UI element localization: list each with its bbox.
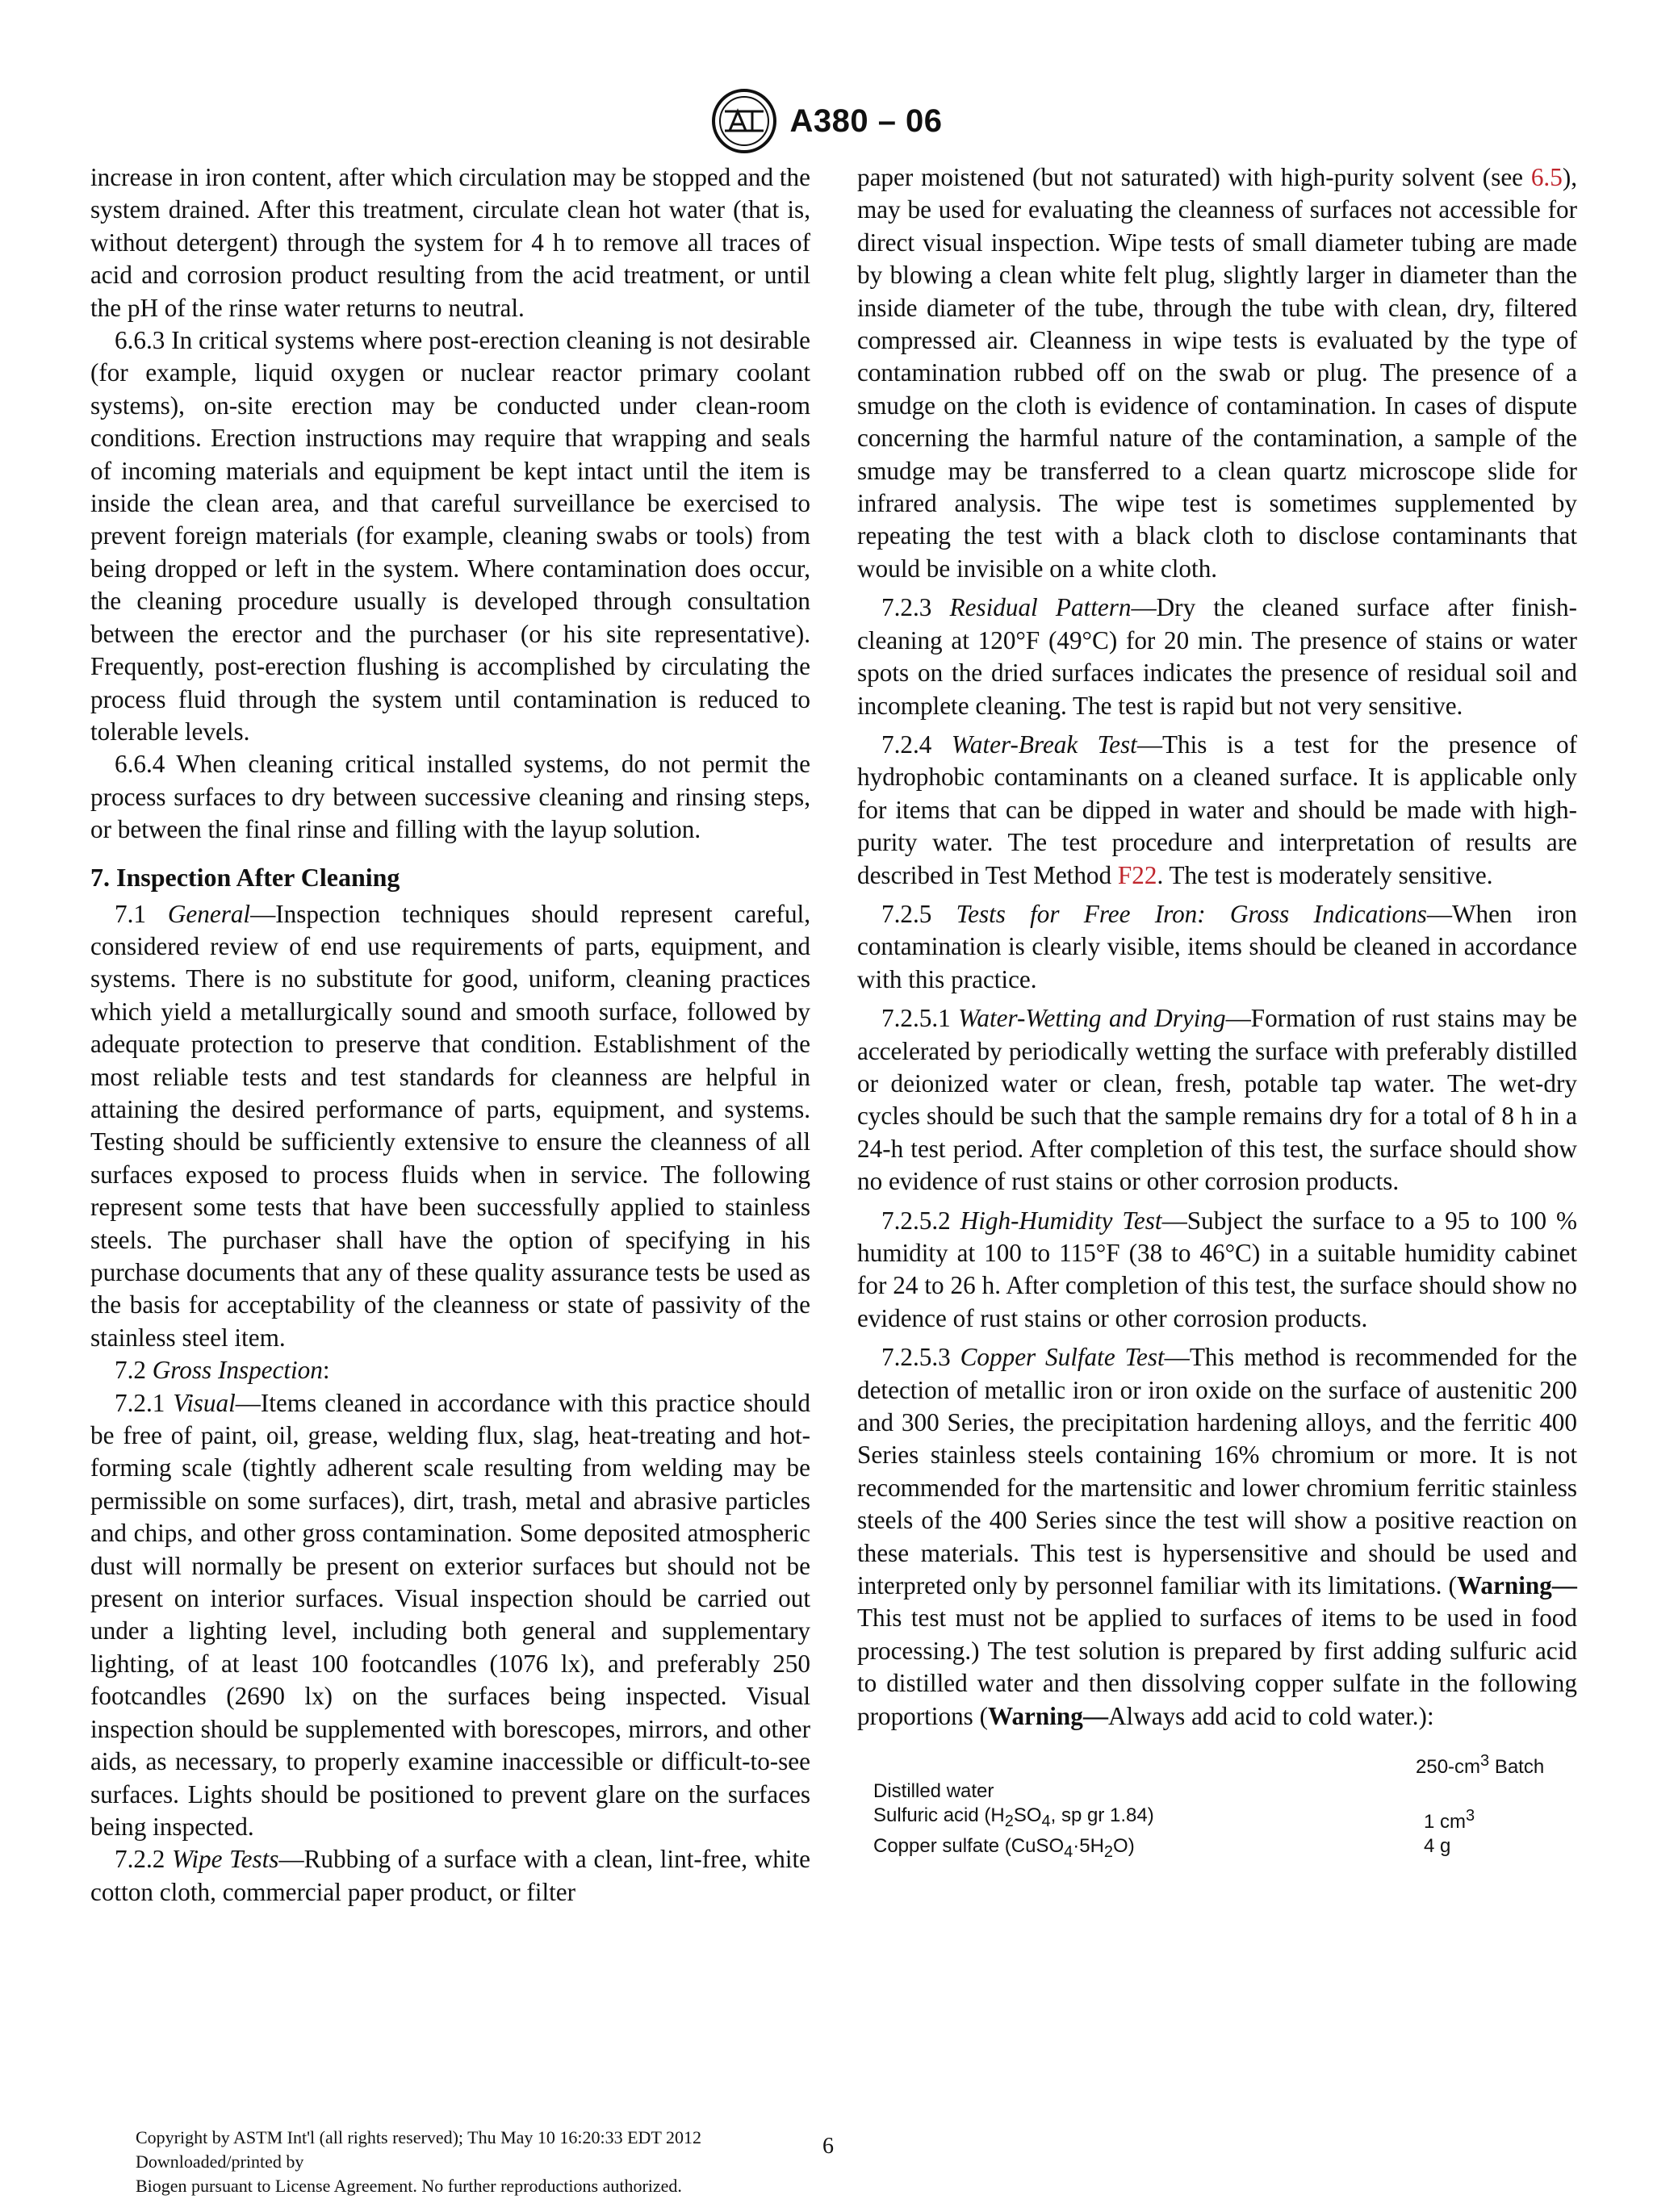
section-text: —Formation of rust stains may be accelerated by periodically wetting the surface with preferably distilled or deionized water or clean, fresh, potable tap water. The wet-dry cycles should be such that the sample remains dry for a total of 8 h in a 24-h test period. After completion of this test, the surface should show no evidence of rust stains or other corrosion products. (857, 1004, 1578, 1196)
table-cell-value: 1 $cm^3$ (1424, 1807, 1475, 1834)
paragraph-6-6-3: 6.6.3 In critical systems where post-erection cleaning is not desirable (for example, liquid oxygen or nuclear reactor primary coolant systems), on-site erection may be conducted under clean-room conditions. Erection instructions may require that wrapping and seals of incoming materials and equipment be kept intact until the item is inside the clean area, and that careful surveillance be exercised to prevent foreign materials (for example, cleaning swabs or tools) from being dropped or left in the system. Where contamination does occur, the cleaning procedure usually is developed through consultation between the erector and the purchaser (or his site representative). Frequently, post-erection flushing is accomplished by circulating the process fluid through the system until contamination is reduced to tolerable levels. (90, 326, 810, 746)
footer-line: Copyright by ASTM Int'l (all rights reserved); Thu May 10 16:20:33 EDT 2012 (136, 2127, 701, 2147)
paragraph-7-2-3 (857, 592, 1577, 722)
left-column (90, 161, 810, 1909)
section-number: 7.2.5 (881, 899, 932, 928)
batch-header: $250-cm^3$ Batch (1416, 1752, 1545, 1779)
section-text: —Subject the surface to a 95 to 100 % humidity at 100 to 115°F (38 to 46°C) in a suitable humidity cabinet for 24 to 26 h. After completion of this test, the surface should show no evidence of rust stains or other corrosion products. (857, 1206, 1577, 1332)
paragraph-7-2-5 (857, 898, 1577, 996)
paragraph-7-2-5-3 (857, 1341, 1577, 1733)
text-run: paper moistened (but not saturated) with high-purity solvent (see (857, 163, 1531, 191)
table-row (857, 1804, 1577, 1834)
table-cell-name: Copper sulfate $(CuSO_4\cdot 5H_2O)$ (873, 1835, 1135, 1861)
footer-line: Biogen pursuant to License Agreement. No further reproductions authorized. (136, 2176, 682, 2196)
section-title: High-Humidity Test (960, 1206, 1162, 1235)
section-text: —Dry the cleaned surface after finish-cleaning at 120°F (49°C) for 20 min. The presence of stains or water spots on the dried surfaces indicates the presence of residual soil and incomplete cleaning. The test is rapid but not very sensitive. (857, 593, 1578, 720)
section-title: Gross Inspection (152, 1356, 323, 1385)
section-text: This test must not be applied to surfaces of items to be used in food processing.) The test solution is prepared by first adding sulfuric acid to distilled water and then dissolving copper sulfate in the following proportions ( (857, 1604, 1577, 1730)
section-heading: 7. Inspection After Cleaning (90, 862, 400, 892)
section-number: 7.2.2 (115, 1845, 165, 1874)
paragraph-7-2-2 (90, 1843, 810, 1909)
document-title: A380 – 06 (789, 102, 943, 139)
section-text: Always add acid to cold water.): (1108, 1701, 1434, 1730)
paragraph (857, 161, 1577, 585)
warning-label: Warning— (987, 1701, 1109, 1730)
section-title: Copper Sulfate Test (960, 1343, 1165, 1372)
section-text: —This is a test for the presence of hydrophobic contaminants on a cleaned surface. It is applicable only for items that can be dipped in water and should be made with high-purity water. The test procedure and interpretation of results are described in Test Method (857, 730, 1577, 889)
table-row (857, 1834, 1577, 1864)
paragraph-7-2-5-1 (857, 1002, 1577, 1198)
section-number: 7.2 (115, 1356, 146, 1385)
table-header-row (857, 1749, 1577, 1779)
footer-line: Downloaded/printed by (136, 2151, 304, 2172)
table-cell-name: Sulfuric acid ($H_2SO_4$, sp gr 1.84) (873, 1804, 1154, 1830)
table-row (857, 1779, 1577, 1804)
paragraph-6-6-4: 6.6.4 When cleaning critical installed systems, do not permit the process surfaces to dry between successive cleaning and rinsing steps, or between the final rinse and filling with the layup solution. (90, 750, 810, 844)
table-cell-name: Distilled water (873, 1780, 994, 1803)
section-text: —This method is recommended for the detection of metallic iron or iron oxide on the surface of austenitic 200 and 300 Series, the precipitation hardening alloys, and the ferritic 400 Series stainless steels containing 16% chromium or more. It is not recommended for the martensitic and lower chromium ferritic stainless steels of the 400 Series since the test will show a positive reaction on these materials. This test is hypersensitive and should be used and interpreted only by personnel familiar with its limitations. ( (857, 1343, 1577, 1600)
section-number: 7.2.4 (881, 730, 932, 759)
reference-link-f22[interactable]: F22 (1117, 860, 1157, 889)
page-number: 6 (822, 2134, 834, 2159)
section-text: —When iron contamination is clearly visible, items should be cleaned in accordance with this practice. (857, 899, 1577, 993)
section-title: Water-Wetting and Drying (958, 1004, 1226, 1033)
copyright-footer (136, 2126, 701, 2198)
paragraph-7-2-1 (90, 1387, 810, 1844)
reference-link-6-5[interactable]: 6.5 (1530, 163, 1563, 191)
batch-table (857, 1749, 1577, 1864)
section-text: —Rubbing of a surface with a clean, lint-free, white cotton cloth, commercial paper product, or filter (90, 1845, 810, 1906)
paragraph-7-2 (90, 1354, 810, 1386)
section-text: . The test is moderately sensitive. (1157, 860, 1493, 889)
warning-label: Warning— (1456, 1571, 1577, 1600)
page-header (0, 87, 1653, 155)
section-title: Visual (173, 1388, 236, 1417)
paragraph-7-2-5-2 (857, 1205, 1577, 1336)
section-number: 7.2.1 (115, 1388, 165, 1417)
paragraph-7-1 (90, 898, 810, 1355)
section-title: Tests for Free Iron: Gross Indications (956, 899, 1427, 928)
section-number: 7.1 (115, 899, 146, 928)
section-number: 7.2.3 (881, 593, 932, 622)
astm-logo-icon (710, 87, 778, 155)
section-title: General (167, 899, 251, 928)
section-title: Wipe Tests (172, 1845, 279, 1874)
right-column (857, 161, 1577, 1864)
section-number: 7.2.5.2 (881, 1206, 951, 1235)
section-number: 7.2.5.1 (881, 1004, 951, 1033)
section-colon: : (322, 1356, 330, 1385)
section-title: Water-Break Test (951, 730, 1137, 759)
table-cell-value (1416, 1779, 1577, 1804)
paragraph-7-2-4 (857, 729, 1577, 892)
paragraph: increase in iron content, after which circulation may be stopped and the system drained. After this treatment, circulate clean hot water (that is, without detergent) through the system for 4 h to remove all traces of acid and corrosion product resulting from the acid treatment, or until the pH of the rinse water returns to neutral. (90, 163, 810, 322)
section-title: Residual Pattern (949, 593, 1132, 622)
section-number: 7.2.5.3 (881, 1343, 951, 1372)
table-cell-value: 4 g (1424, 1835, 1451, 1858)
section-text: —Items cleaned in accordance with this practice should be free of paint, oil, grease, welding flux, slag, heat-treating and hot-forming scale (tightly adherent scale resulting from welding may be permissible on some surfaces), dirt, trash, metal and abrasive particles and chips, and other gross contamination. Some deposited atmospheric dust will normally be present on exterior surfaces but should not be present on interior surfaces. Visual inspection should be carried out under a lighting level, including both general and supplementary lighting, of at least 100 footcandles (1076 lx), and preferably 250 footcandles (2690 lx) on the surfaces being inspected. Visual inspection should be supplemented with borescopes, mirrors, and other aids, as necessary, to properly examine inaccessible or difficult-to-see surfaces. Lights should be positioned to prevent glare on the surfaces being inspected. (90, 1388, 811, 1841)
section-text: —Inspection techniques should represent careful, considered review of end use requirements of parts, equipment, and systems. There is no substitute for good, uniform, cleaning practices which yield a metallurgically sound and smooth surface, followed by adequate protection to preserve that condition. Establishment of the most reliable tests and test standards for cleanness are helpful in attaining the desired performance of parts, equipment, and systems. Testing should be sufficiently extensive to ensure the cleanness of all surfaces exposed to process fluids when in service. The following represent some tests that have been successfully applied to stainless steels. The purchaser shall have the option of specifying in his purchase documents that any of these quality assurance tests be used as the basis for acceptability of the cleanness or state of passivity of the stainless steel item. (90, 899, 810, 1352)
text-run: ), may be used for evaluating the cleanness of surfaces not accessible for direct visual inspection. Wipe tests of small diameter tubing are made by blowing a clean white felt plug, slightly larger in diameter than the inside diameter of the tube, through the tube with clean, dry, filtered compressed air. Cleanness in wipe tests is evaluated by the type of contamination rubbed off on the swab or plug. The presence of a smudge on the cloth is evidence of contamination. In cases of dispute concerning the harmful nature of the contamination, a sample of the smudge may be transferred to a clean quartz microscope slide for infrared analysis. The wipe test is sometimes supplemented by repeating the test with a black cloth to disclose contaminants that would be invisible on a white cloth. (857, 163, 1577, 583)
